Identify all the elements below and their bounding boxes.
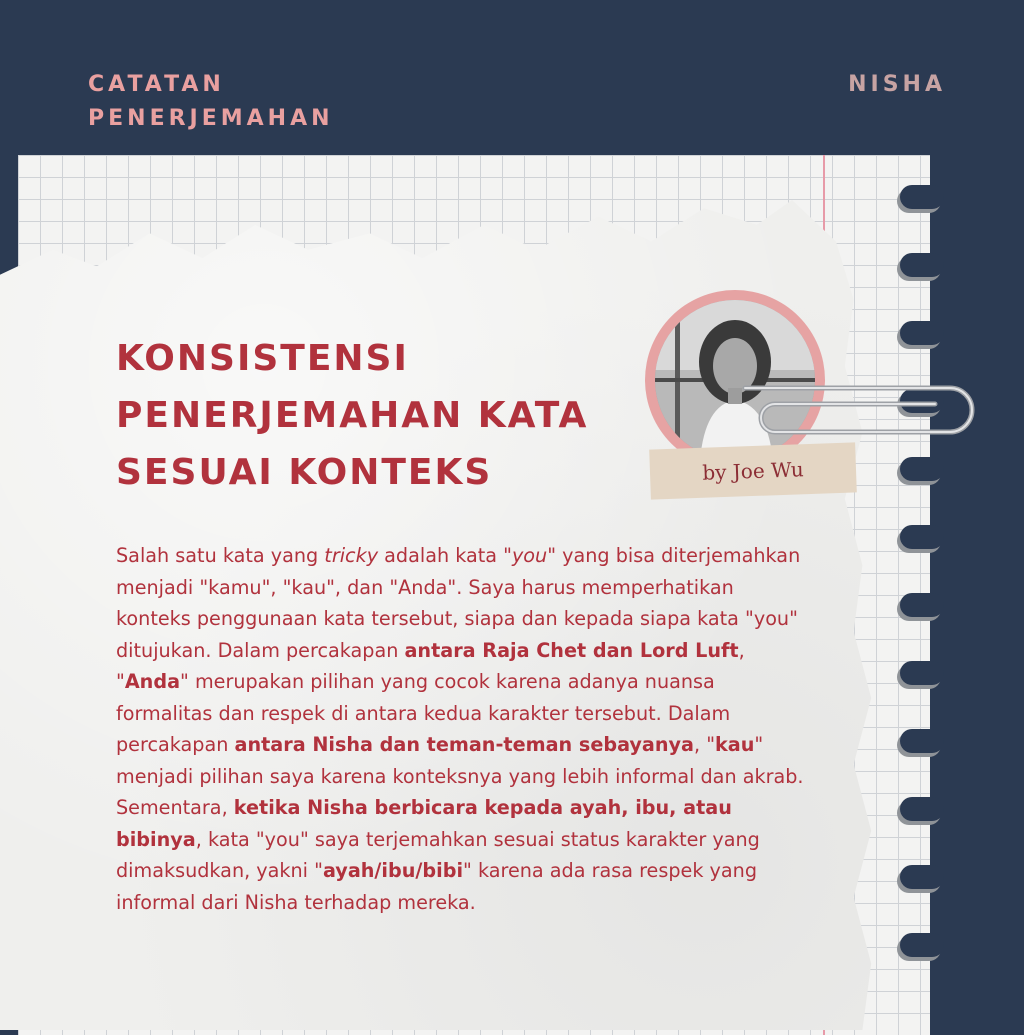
paragraph-segment: yang bisa diterjemahkan menjadi "kamu", "kau", dan "Anda". Saya harus memperhatikan konteks penggunaan kata tersebut, siapa dan kepada siapa kata "you" ditujukan. Dalam percakapan xyxy=(116,544,801,662)
paragraph-segment: , " xyxy=(116,638,745,693)
header-left-line2: PENERJEMAHAN xyxy=(88,106,334,131)
binder-hole-icon xyxy=(900,525,944,549)
binder-hole-icon xyxy=(900,253,944,277)
paragraph-segment: , " xyxy=(694,733,716,756)
paragraph-segment: antara Nisha dan teman-teman sebayanya xyxy=(234,733,694,756)
binder-hole-icon xyxy=(900,661,944,685)
byline-tape: by Joe Wu xyxy=(649,442,857,499)
paragraph-segment: , kata "you" saya terjemahkan sesuai status karakter yang dimaksudkan, yakni " xyxy=(116,827,760,882)
paragraph-segment: Salah satu kata yang xyxy=(116,544,325,567)
binder-hole-icon xyxy=(900,185,944,209)
binder-hole-icon xyxy=(900,797,944,821)
binder-hole-icon xyxy=(900,865,944,889)
paragraph-segment: Anda xyxy=(124,670,181,693)
paragraph-segment: ketika Nisha berbicara kepada ayah, ibu, atau bibinya xyxy=(116,796,732,851)
binder-hole-icon xyxy=(900,321,944,345)
header-right: NISHA xyxy=(848,72,946,97)
paragraph-segment: adalah kata " xyxy=(378,544,512,567)
binder-hole-icon xyxy=(900,593,944,617)
paragraph-segment: ayah/ibu/bibi xyxy=(322,859,464,882)
binder-hole-icon xyxy=(900,729,944,753)
binder-hole-icon xyxy=(900,933,944,957)
paragraph-segment: " menjadi pilihan saya karena konteksnya yang lebih informal dan akrab. Sementara, xyxy=(116,733,804,819)
article-title: KONSISTENSI PENERJEMAHAN KATA SESUAI KONTEKS xyxy=(116,338,589,493)
paragraph-segment: " karena ada rasa respek yang informal dari Nisha terhadap mereka. xyxy=(116,859,758,914)
header-left xyxy=(88,68,334,136)
paragraph-segment: " merupakan pilihan yang cocok karena adanya nuansa formalitas dan respek di antara kedua karakter tersebut. Dalam percakapan xyxy=(116,670,731,756)
article-body xyxy=(116,540,811,918)
paragraph-segment: tricky xyxy=(324,544,379,567)
paragraph-segment: you" xyxy=(511,544,557,567)
header-left-line1: CATATAN xyxy=(88,72,225,97)
paperclip-icon xyxy=(735,366,985,436)
paragraph-segment: antara Raja Chet dan Lord Luft xyxy=(404,638,739,662)
paragraph-segment: kau xyxy=(715,733,755,756)
binder-hole-icon xyxy=(900,457,944,481)
